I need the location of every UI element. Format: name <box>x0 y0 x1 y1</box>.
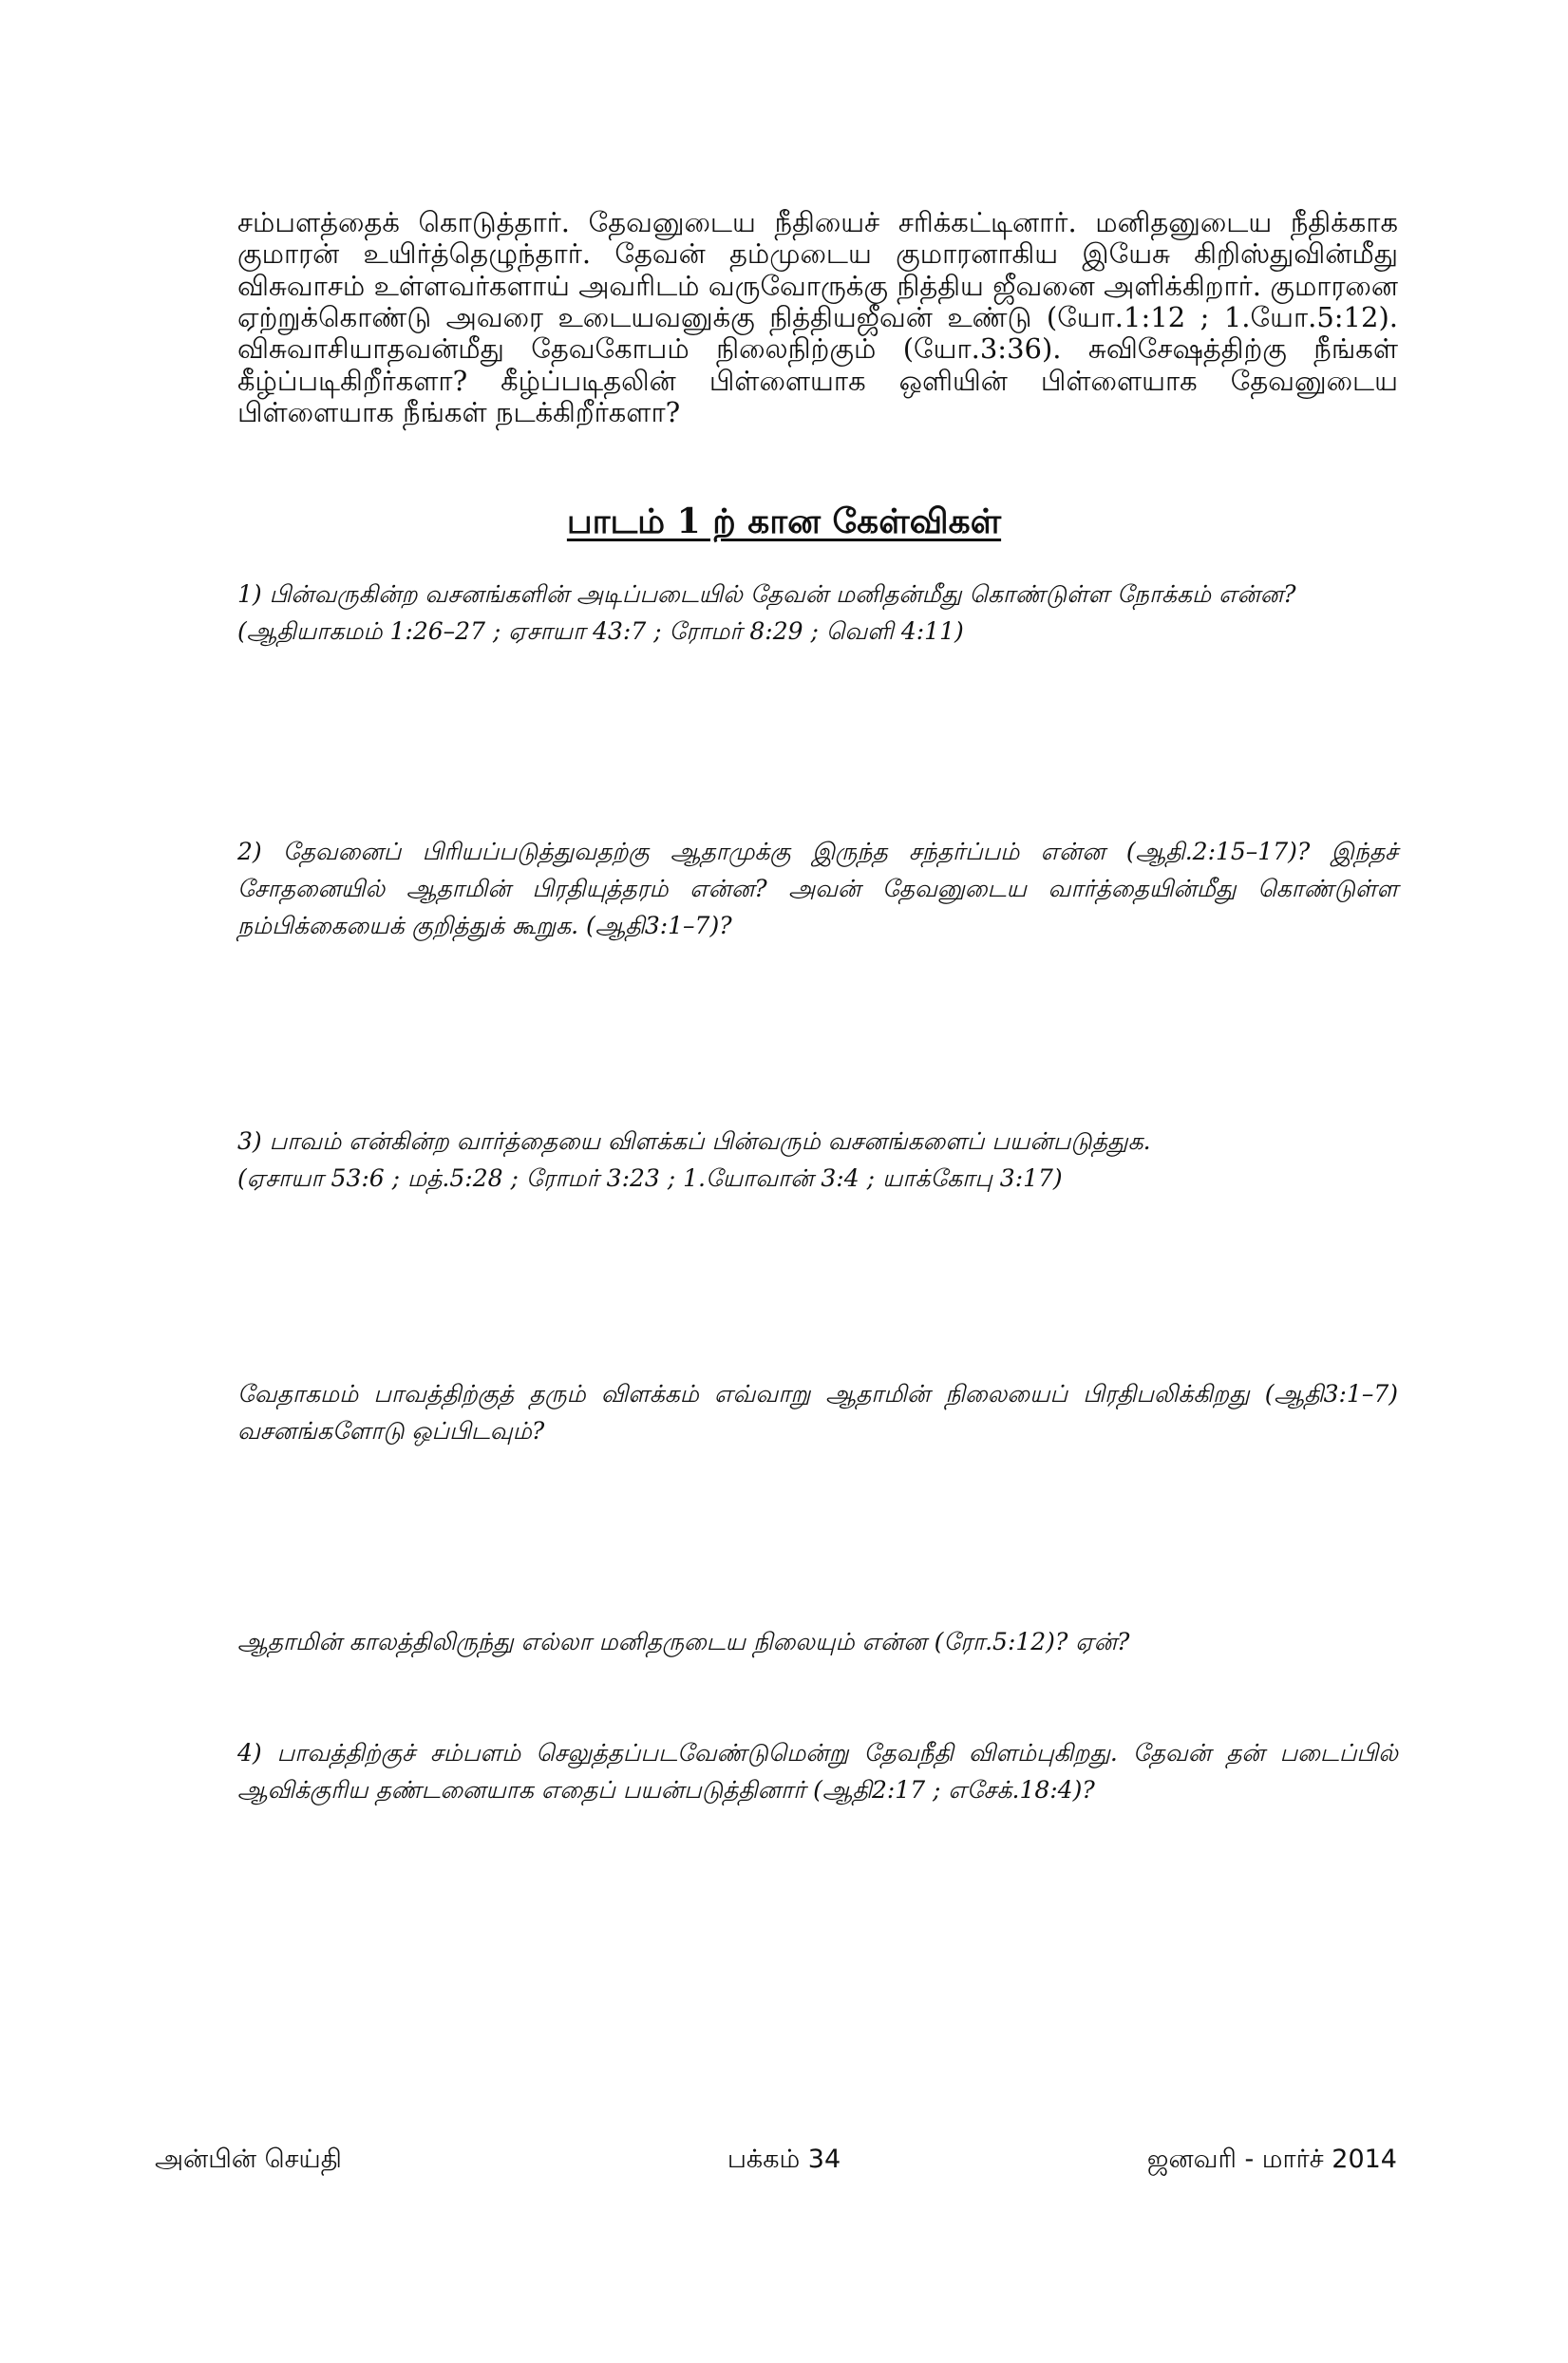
intro-paragraph: சம்பளத்தைக் கொடுத்தார். தேவனுடைய நீதியைச் சரிக்கட்டினார். மனிதனுடைய நீதிக்காக குமாரன் உயிர்த்தெழுந்தார். தேவன் தம்முடைய குமாரனாகிய இயேசு கிறிஸ்துவின்மீது விசுவாசம் உள்ளவர்களாய் அவரிடம் வருவோருக்கு நித்திய ஜீவனை அளிக்கிறார். குமாரனை ஏற்றுக்கொண்டு அவரை உடையவனுக்கு நித்தியஜீவன் உண்டு (யோ.1:12 ; 1.யோ.5:12). விசுவாசியாதவன்மீது தேவகோபம் நிலைநிற்கும் (யோ.3:36). சுவிசேஷத்திற்கு நீங்கள் கீழ்ப்படிகிறீர்களா? கீழ்ப்படிதலின் பிள்ளையாக ஒளியின் பிள்ளையாக தேவனுடைய பிள்ளையாக நீங்கள் நடக்கிறீர்களா? <box>237 206 1398 429</box>
question-1-references: (ஆதியாகமம் 1:26–27 ; ஏசாயா 43:7 ; ரோமர் 8:29 ; வெளி 4:11) <box>237 616 964 645</box>
question-4 <box>237 1735 1398 1809</box>
question-3-followup-2-text: ஆதாமின் காலத்திலிருந்து எல்லா மனிதருடைய நிலையும் என்ன (ரோ.5:12)? ஏன்? <box>237 1628 1130 1655</box>
footer-publication-title: அன்பின் செய்தி <box>155 2145 342 2174</box>
question-2-text: 2) தேவனைப் பிரியப்படுத்துவதற்கு ஆதாமுக்கு இருந்த சந்தர்ப்பம் என்ன (ஆதி.2:15–17)? இந்தச் சோதனையில் ஆதாமின் பிரதியுத்தரம் என்ன? அவன் தேவனுடைய வார்த்தையின்மீது கொண்டுள்ள நம்பிக்கையைக் குறித்துக் கூறுக. (ஆதி3:1–7)? <box>237 838 1398 939</box>
question-3-followup-2 <box>237 1624 1398 1661</box>
question-3-followup-1 <box>237 1376 1398 1450</box>
question-1-text: 1) பின்வருகின்ற வசனங்களின் அடிப்படையில் தேவன் மனிதன்மீது கொண்டுள்ள நோக்கம் என்ன? <box>237 580 1296 608</box>
footer-page-number: பக்கம் 34 <box>727 2145 841 2174</box>
question-3-references: (ஏசாயா 53:6 ; மத்.5:28 ; ரோமர் 3:23 ; 1.யோவான் 3:4 ; யாக்கோபு 3:17) <box>237 1163 1063 1192</box>
question-1 <box>237 577 1398 651</box>
question-3-followup-1-text: வேதாகமம் பாவத்திற்குத் தரும் விளக்கம் எவ்வாறு ஆதாமின் நிலையைப் பிரதிபலிக்கிறது (ஆதி3:1–7) வசனங்களோடு ஒப்பிடவும்? <box>237 1380 1398 1445</box>
question-4-text: 4) பாவத்திற்குச் சம்பளம் செலுத்தப்படவேண்டுமென்று தேவநீதி விளம்புகிறது. தேவன் தன் படைப்பில் ஆவிக்குரிய தண்டனையாக எதைப் பயன்படுத்தினார் (ஆதி2:17 ; எசேக்.18:4)? <box>237 1739 1398 1804</box>
question-3 <box>237 1124 1398 1198</box>
footer-issue-date: ஜனவரி - மார்ச் 2014 <box>1146 2145 1397 2174</box>
question-2 <box>237 834 1398 944</box>
lesson-questions-heading: பாடம் 1 ற் கான கேள்விகள் <box>566 501 1002 541</box>
question-3-text: 3) பாவம் என்கின்ற வார்த்தையை விளக்கப் பின்வரும் வசனங்களைப் பயன்படுத்துக. <box>237 1127 1151 1155</box>
